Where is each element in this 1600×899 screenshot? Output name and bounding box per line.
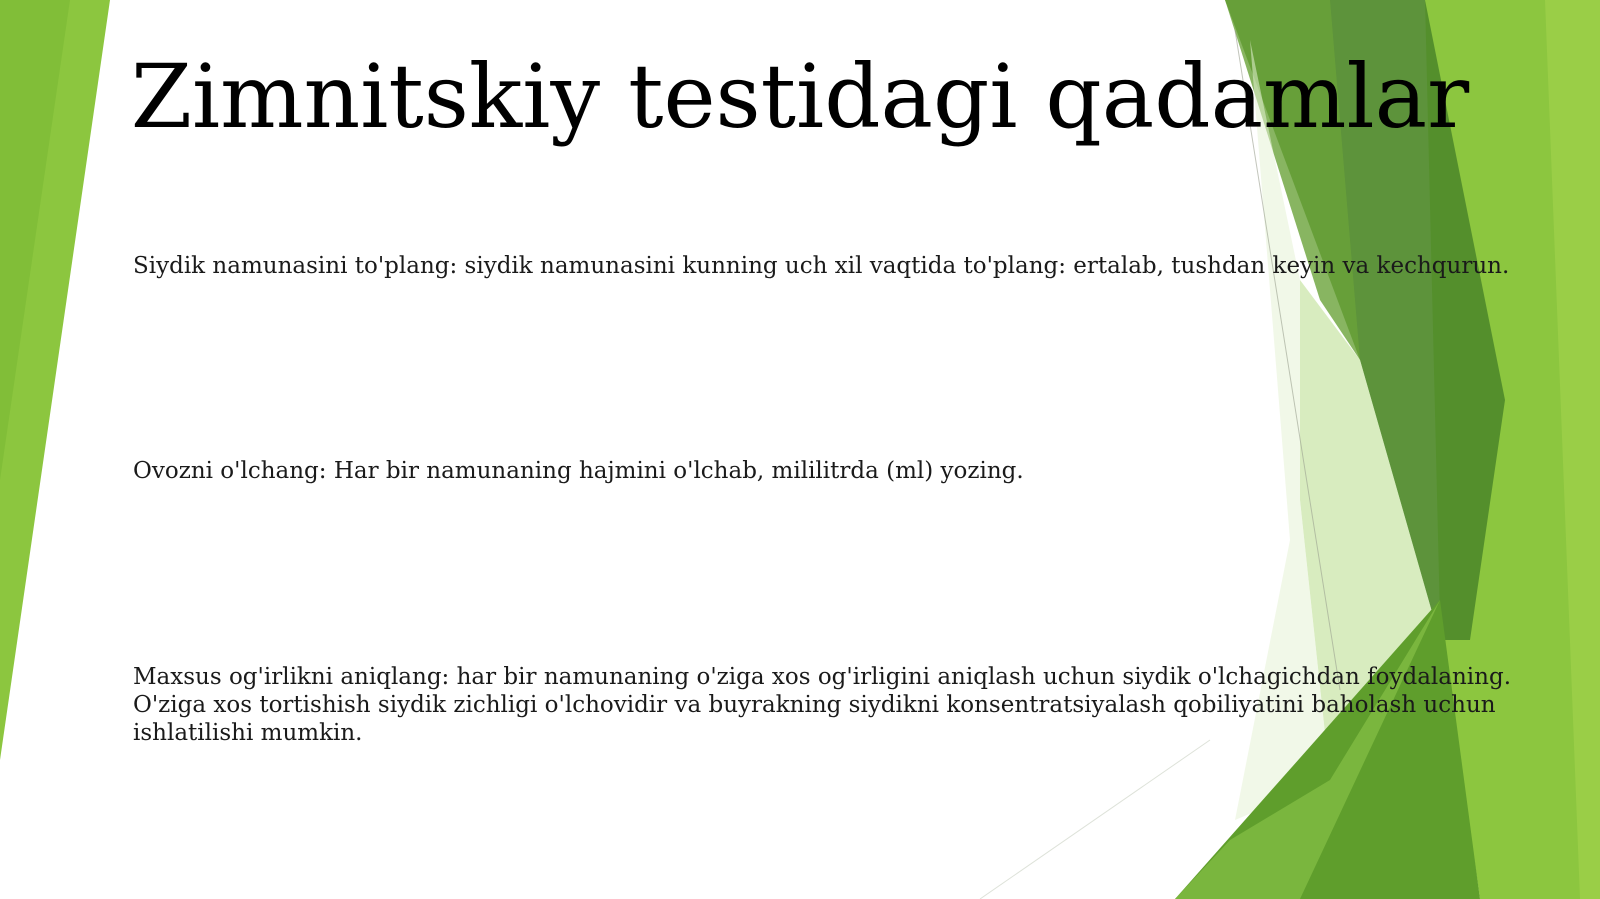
slide-title: Zimnitskiy testidagi qadamlar <box>130 45 1470 148</box>
thin-line-2 <box>980 740 1210 899</box>
paragraph-measure-volume: Ovozni o'lchang: Har bir namunaning hajmini o'lchab, mililitrda (ml) yozing. <box>133 458 1024 484</box>
paragraph-collect-sample: Siydik namunasini to'plang: siydik namunasini kunning uch xil vaqtida to'plang: ertalab, tushdan keyin va kechqurun. <box>133 253 1510 279</box>
paragraph-specific-gravity: Maxsus og'irlikni aniqlang: har bir namunaning o'ziga xos og'irligini aniqlash uchun siydik o'lchagichdan foydalaning. O'ziga xos tortishish siydik zichligi o'lchovidir va buyrakning siydikni konsentratsiyalash qobiliyatini baholash uchun ishlatilishi mumkin. <box>133 664 1512 746</box>
